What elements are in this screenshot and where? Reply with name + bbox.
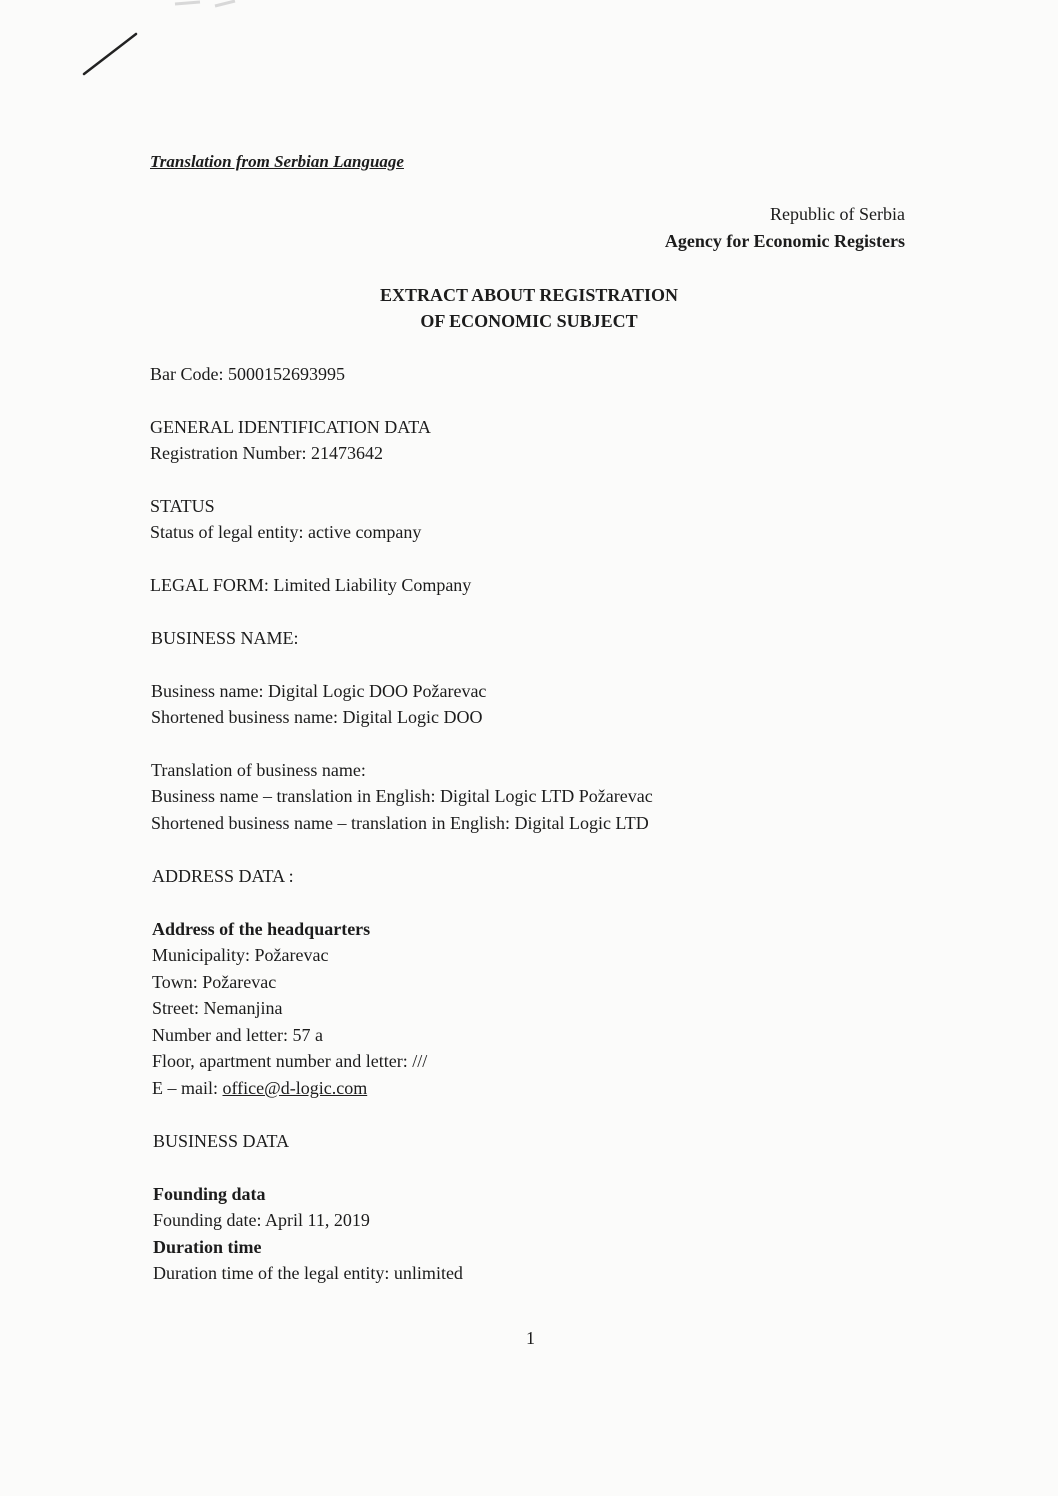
country-name: Republic of Serbia bbox=[770, 204, 905, 224]
doc-title-line1: EXTRACT ABOUT REGISTRATION bbox=[379, 285, 679, 305]
shortened-business-name: Shortened business name: Digital Logic DOO bbox=[151, 707, 483, 727]
email-row bbox=[152, 1077, 367, 1099]
translated-short-name: Shortened business name – translation in English: Digital Logic LTD bbox=[151, 813, 649, 833]
business-name: Business name: Digital Logic DOO Požarevac bbox=[151, 681, 487, 701]
founding-heading: Founding data bbox=[153, 1184, 266, 1204]
page-number: 1 bbox=[526, 1328, 535, 1348]
status-value: Status of legal entity: active company bbox=[150, 522, 422, 542]
agency-name: Agency for Economic Registers bbox=[664, 231, 905, 251]
translated-business-name: Business name – translation in English: Digital Logic LTD Požarevac bbox=[151, 786, 653, 806]
town: Town: Požarevac bbox=[152, 972, 277, 992]
status-heading: STATUS bbox=[150, 496, 215, 516]
email-label: E – mail: bbox=[152, 1078, 223, 1098]
bar-code: Bar Code: 5000152693995 bbox=[150, 364, 345, 384]
street-number: Number and letter: 57 a bbox=[152, 1025, 323, 1045]
general-heading: GENERAL IDENTIFICATION DATA bbox=[150, 417, 431, 437]
address-heading: ADDRESS DATA : bbox=[152, 866, 294, 886]
doc-title-line2: OF ECONOMIC SUBJECT bbox=[420, 311, 638, 331]
headquarters-heading: Address of the headquarters bbox=[152, 919, 371, 939]
translation-note: Translation from Serbian Language bbox=[150, 152, 404, 171]
registration-number: Registration Number: 21473642 bbox=[150, 443, 383, 463]
scan-smudge bbox=[170, 0, 240, 10]
business-name-heading: BUSINESS NAME: bbox=[151, 628, 299, 648]
pen-mark bbox=[80, 30, 140, 80]
business-data-heading: BUSINESS DATA bbox=[153, 1131, 290, 1151]
legal-form: LEGAL FORM: Limited Liability Company bbox=[150, 575, 472, 595]
street: Street: Nemanjina bbox=[152, 998, 283, 1018]
municipality: Municipality: Požarevac bbox=[152, 945, 329, 965]
duration-heading: Duration time bbox=[153, 1237, 262, 1257]
duration-value: Duration time of the legal entity: unlimited bbox=[153, 1263, 463, 1283]
translation-heading: Translation of business name: bbox=[151, 760, 366, 780]
floor-apartment: Floor, apartment number and letter: /// bbox=[152, 1051, 428, 1071]
email-link[interactable]: office@d-logic.com bbox=[222, 1078, 368, 1098]
founding-date: Founding date: April 11, 2019 bbox=[153, 1210, 370, 1230]
